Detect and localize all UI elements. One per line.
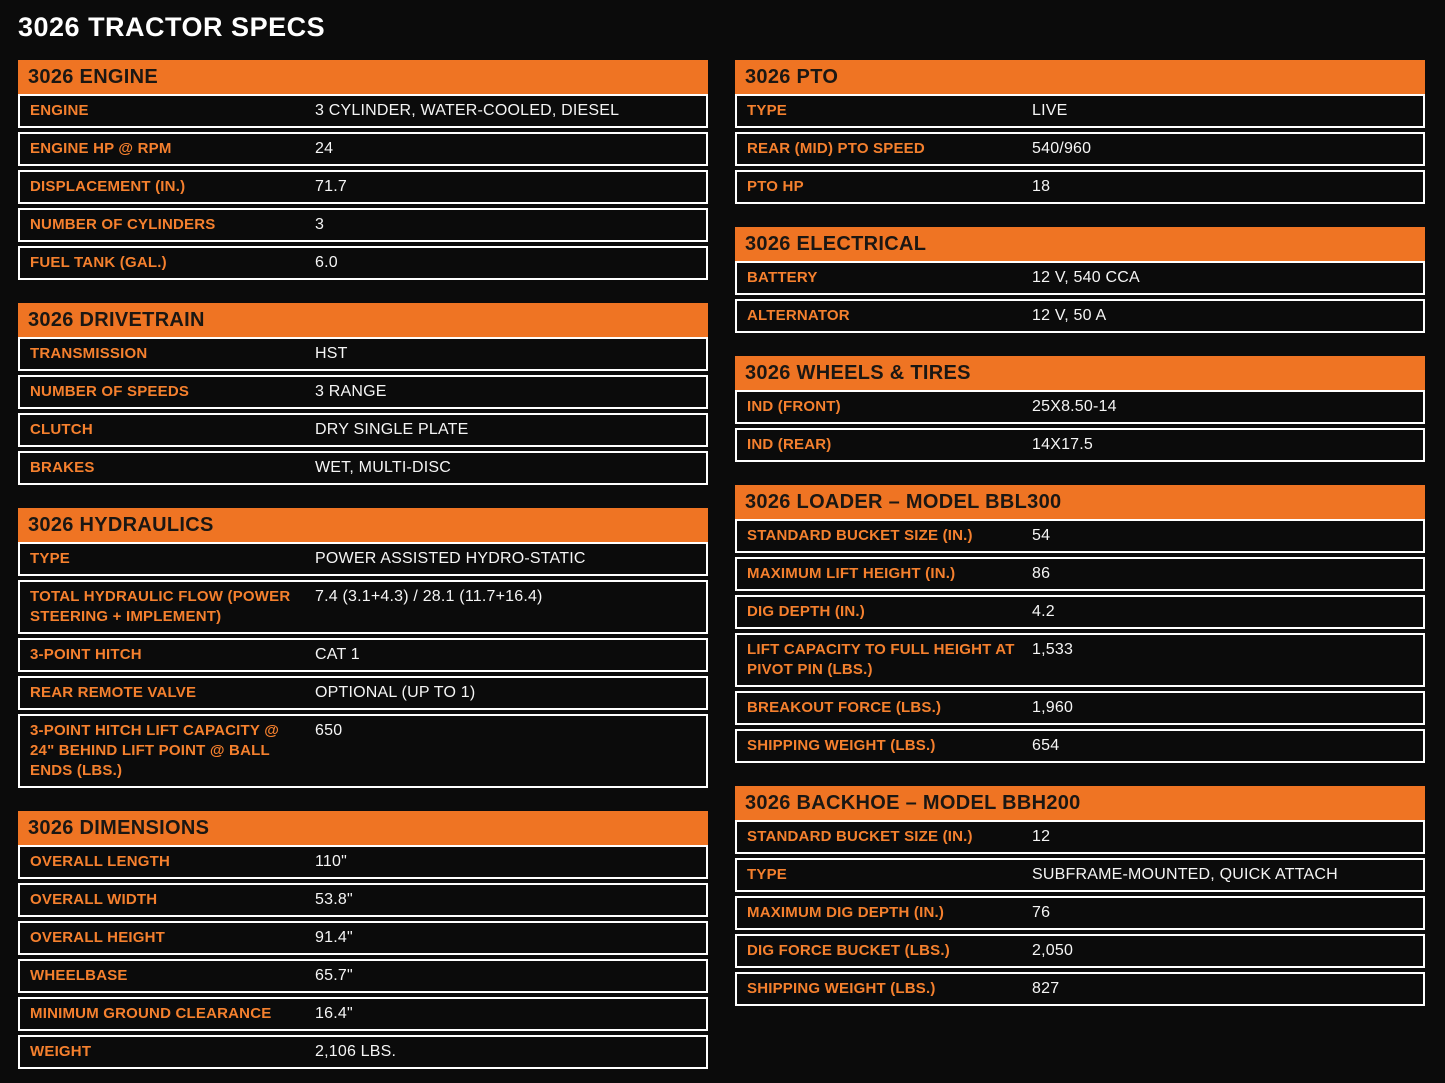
- spec-row: [18, 246, 708, 280]
- row-label: REAR REMOTE VALVE: [30, 684, 197, 701]
- spec-table-3026-hydraulics: [18, 508, 708, 788]
- row-label: OVERALL LENGTH: [30, 853, 171, 870]
- left-column: [18, 60, 708, 1069]
- row-label: TRANSMISSION: [30, 345, 148, 362]
- table-header: [735, 786, 1425, 820]
- table-title: 3026 PTO: [745, 65, 839, 88]
- row-label: TYPE: [30, 550, 70, 567]
- table-title: 3026 DRIVETRAIN: [28, 308, 205, 331]
- row-label: TOTAL HYDRAULIC FLOW (POWER STEERING + IMPLEMENT): [30, 588, 291, 625]
- spec-row: [735, 299, 1425, 333]
- row-value: 91.4": [315, 929, 353, 946]
- spec-row: [735, 519, 1425, 553]
- row-label: SHIPPING WEIGHT (LBS.): [747, 980, 936, 997]
- row-label: DIG FORCE BUCKET (LBS.): [747, 942, 950, 959]
- row-value: 2,106 LBS.: [315, 1043, 397, 1060]
- row-value: 1,960: [1032, 699, 1074, 716]
- spec-row: [18, 208, 708, 242]
- row-value: 12 V, 540 CCA: [1032, 269, 1140, 286]
- row-value: 71.7: [315, 178, 347, 195]
- spec-row: [735, 729, 1425, 763]
- row-value: 827: [1032, 980, 1060, 997]
- row-value: 65.7": [315, 967, 353, 984]
- row-value: CAT 1: [315, 646, 360, 663]
- row-value: 6.0: [315, 254, 338, 271]
- spec-table-3026-pto: [735, 60, 1425, 204]
- row-value: 24: [315, 140, 334, 157]
- row-value: 3 RANGE: [315, 383, 387, 400]
- row-label: NUMBER OF SPEEDS: [30, 383, 190, 400]
- table-header: [735, 60, 1425, 94]
- spec-row: [18, 375, 708, 409]
- spec-row: [18, 959, 708, 993]
- row-label: STANDARD BUCKET SIZE (IN.): [747, 828, 973, 845]
- spec-row: [735, 94, 1425, 128]
- row-value: 76: [1032, 904, 1051, 921]
- row-value: OPTIONAL (UP TO 1): [315, 684, 476, 701]
- row-value: 53.8": [315, 891, 353, 908]
- row-label: DISPLACEMENT (IN.): [30, 178, 186, 195]
- spec-row: [18, 337, 708, 371]
- row-value: 3 CYLINDER, WATER-COOLED, DIESEL: [315, 102, 620, 119]
- table-header: [735, 485, 1425, 519]
- spec-row: [18, 542, 708, 576]
- spec-row: [735, 820, 1425, 854]
- right-column: [735, 60, 1425, 1006]
- row-label: STANDARD BUCKET SIZE (IN.): [747, 527, 973, 544]
- row-value: 16.4": [315, 1005, 353, 1022]
- row-value: 654: [1032, 737, 1060, 754]
- row-label: SHIPPING WEIGHT (LBS.): [747, 737, 936, 754]
- row-label: FUEL TANK (GAL.): [30, 254, 167, 271]
- spec-table-3026-backhoe-model-bbh200: [735, 786, 1425, 1006]
- spec-row: [18, 451, 708, 485]
- row-value: 18: [1032, 178, 1051, 195]
- row-value: 25X8.50-14: [1032, 398, 1117, 415]
- row-label: BRAKES: [30, 459, 95, 476]
- row-value: 14X17.5: [1032, 436, 1094, 453]
- row-value: 12: [1032, 828, 1051, 845]
- spec-row: [735, 428, 1425, 462]
- spec-row: [735, 858, 1425, 892]
- spec-row: [735, 972, 1425, 1006]
- table-header: [18, 811, 708, 845]
- row-label: PTO HP: [747, 178, 804, 195]
- row-label: WHEELBASE: [30, 967, 128, 984]
- spec-row: [735, 170, 1425, 204]
- row-label: IND (REAR): [747, 436, 832, 453]
- table-title: 3026 BACKHOE – MODEL BBH200: [745, 791, 1081, 814]
- spec-row: [18, 883, 708, 917]
- row-label: MAXIMUM DIG DEPTH (IN.): [747, 904, 945, 921]
- row-value: DRY SINGLE PLATE: [315, 421, 469, 438]
- row-value: 3: [315, 216, 325, 233]
- table-header: [735, 356, 1425, 390]
- spec-table-3026-electrical: [735, 227, 1425, 333]
- row-value: 7.4 (3.1+4.3) / 28.1 (11.7+16.4): [315, 588, 543, 605]
- row-label: ENGINE HP @ RPM: [30, 140, 172, 157]
- spec-row: [18, 580, 708, 634]
- row-label: REAR (MID) PTO SPEED: [747, 140, 925, 157]
- table-title: 3026 ELECTRICAL: [745, 232, 927, 255]
- table-title: 3026 DIMENSIONS: [28, 816, 210, 839]
- table-header: [18, 303, 708, 337]
- row-label: CLUTCH: [30, 421, 93, 438]
- row-label: IND (FRONT): [747, 398, 841, 415]
- spec-table-3026-engine: [18, 60, 708, 280]
- row-label: MINIMUM GROUND CLEARANCE: [30, 1005, 272, 1022]
- spec-row: [735, 557, 1425, 591]
- spec-row: [18, 132, 708, 166]
- row-value: 540/960: [1032, 140, 1092, 157]
- spec-row: [18, 94, 708, 128]
- row-label: ALTERNATOR: [747, 307, 850, 324]
- table-title: 3026 WHEELS & TIRES: [745, 361, 971, 384]
- spec-row: [18, 714, 708, 788]
- row-label: DIG DEPTH (IN.): [747, 603, 865, 620]
- spec-table-3026-loader-model-bbl300: [735, 485, 1425, 763]
- spec-table-3026-dimensions: [18, 811, 708, 1069]
- spec-row: [18, 997, 708, 1031]
- spec-columns: [18, 60, 1425, 1069]
- row-value: LIVE: [1032, 102, 1068, 119]
- page-title: 3026 TRACTOR SPECS: [18, 12, 326, 42]
- table-title: 3026 HYDRAULICS: [28, 513, 214, 536]
- spec-row: [18, 845, 708, 879]
- row-value: POWER ASSISTED HYDRO-STATIC: [315, 550, 586, 567]
- row-value: 4.2: [1032, 603, 1055, 620]
- table-title: 3026 LOADER – MODEL BBL300: [745, 490, 1062, 513]
- row-value: 1,533: [1032, 641, 1074, 658]
- spec-row: [18, 413, 708, 447]
- spec-row: [735, 261, 1425, 295]
- spec-row: [735, 390, 1425, 424]
- row-label: TYPE: [747, 102, 787, 119]
- row-value: WET, MULTI-DISC: [315, 459, 452, 476]
- row-label: OVERALL WIDTH: [30, 891, 158, 908]
- spec-row: [18, 170, 708, 204]
- row-value: 86: [1032, 565, 1051, 582]
- row-value: HST: [315, 345, 348, 362]
- row-label: MAXIMUM LIFT HEIGHT (IN.): [747, 565, 956, 582]
- spec-row: [18, 676, 708, 710]
- row-label: WEIGHT: [30, 1043, 92, 1060]
- row-label: BATTERY: [747, 269, 818, 286]
- table-header: [18, 508, 708, 542]
- row-label: 3-POINT HITCH LIFT CAPACITY @ 24" BEHIND LIFT POINT @ BALL ENDS (LBS.): [30, 722, 280, 779]
- row-value: 650: [315, 722, 343, 739]
- row-value: SUBFRAME-MOUNTED, QUICK ATTACH: [1032, 866, 1338, 883]
- spec-row: [18, 638, 708, 672]
- row-label: LIFT CAPACITY TO FULL HEIGHT AT PIVOT PIN (LBS.): [747, 641, 1015, 678]
- spec-row: [18, 1035, 708, 1069]
- row-label: OVERALL HEIGHT: [30, 929, 166, 946]
- row-label: 3-POINT HITCH: [30, 646, 142, 663]
- spec-row: [735, 132, 1425, 166]
- row-value: 110": [315, 853, 347, 870]
- spec-row: [735, 633, 1425, 687]
- row-value: 54: [1032, 527, 1051, 544]
- spec-row: [735, 896, 1425, 930]
- table-header: [18, 60, 708, 94]
- table-title: 3026 ENGINE: [28, 65, 159, 88]
- spec-row: [18, 921, 708, 955]
- spec-table-3026-wheels-tires: [735, 356, 1425, 462]
- row-label: ENGINE: [30, 102, 89, 119]
- spec-row: [735, 691, 1425, 725]
- row-label: TYPE: [747, 866, 787, 883]
- row-label: BREAKOUT FORCE (LBS.): [747, 699, 942, 716]
- spec-table-3026-drivetrain: [18, 303, 708, 485]
- spec-row: [735, 934, 1425, 968]
- row-value: 2,050: [1032, 942, 1074, 959]
- spec-row: [735, 595, 1425, 629]
- table-header: [735, 227, 1425, 261]
- row-value: 12 V, 50 A: [1032, 307, 1107, 324]
- row-label: NUMBER OF CYLINDERS: [30, 216, 216, 233]
